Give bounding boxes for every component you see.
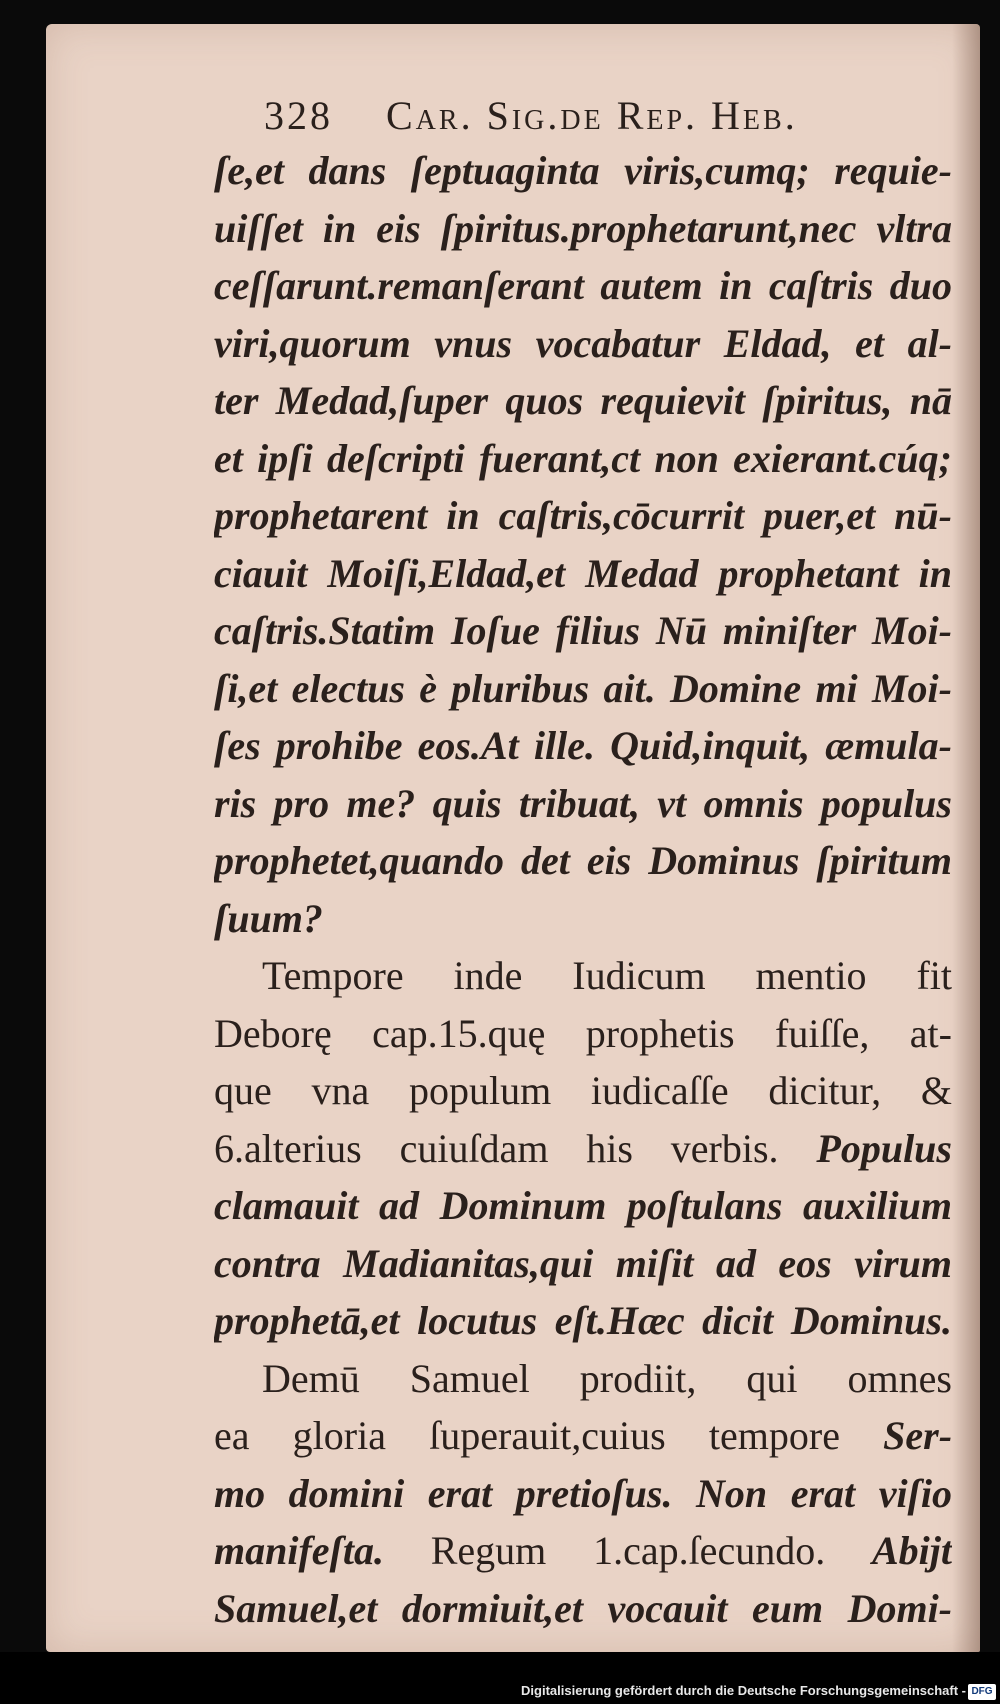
dfg-logo: DFG — [968, 1684, 996, 1700]
text-line: ſi,et electus è pluribus ait. Domine mi Moi- — [214, 665, 952, 711]
text-line: Samuel,et dormiuit,et vocauit eum Domi- — [214, 1585, 952, 1631]
text-line: prophetā,et locutus eſt.Hæc dicit Dominus. — [214, 1298, 952, 1343]
text-line: contra Madianitas,qui miſit ad eos virum — [214, 1240, 952, 1286]
text-line: ciauit Moiſi,Eldad,et Medad prophetant in — [214, 550, 952, 596]
paragraph-3 — [214, 1350, 952, 1695]
page-header — [214, 78, 952, 142]
page-number: 328 — [264, 93, 333, 138]
text-line: uiſſet in eis ſpiritus.prophetarunt,nec vltra — [214, 205, 952, 251]
text-line — [214, 1120, 952, 1178]
paragraph-2 — [214, 947, 952, 1350]
text-line: viri,quorum vnus vocabatur Eldad, et al- — [214, 320, 952, 366]
text-line: ſes prohibe eos.At ille. Quid,inquit, æmula- — [214, 723, 952, 768]
digitization-footer — [0, 1652, 1000, 1704]
page-text — [214, 78, 952, 1695]
text-span-italic: Ser- — [883, 1413, 952, 1458]
text-line: ceſſarunt.remanſerant autem in caſtris duo — [214, 263, 952, 308]
page-edge-shadow — [952, 24, 980, 1652]
running-title: Car. Sig.de Rep. Heb. — [386, 93, 798, 138]
text-line: ſuum? — [214, 895, 323, 941]
text-line — [214, 1407, 952, 1465]
text-span-italic: manifeſta. — [214, 1528, 384, 1573]
text-line: ſe,et dans ſeptuaginta viris,cumq; requie- — [214, 148, 952, 193]
text-line: que vna populum iudicaſſe dicitur, & — [214, 1068, 952, 1113]
text-line: ris pro me? quis tribuat, vt omnis populus — [214, 780, 952, 826]
text-line: caſtris.Statim Ioſue filius Nū miniſter Moi- — [214, 608, 952, 653]
text-line: clamauit ad Dominum poſtulans auxilium — [214, 1183, 952, 1228]
text-line: Deborę cap.15.quę prophetis fuiſſe, at- — [214, 1010, 952, 1056]
paragraph-1 — [214, 142, 952, 947]
text-line: prophetarent in caſtris,cōcurrit puer,et nū- — [214, 493, 952, 538]
funding-credit: Digitalisierung gefördert durch die Deutsche Forschungsgemeinschaft - — [521, 1683, 966, 1698]
text-span-roman: 6.alterius cuiuſdam his verbis. — [214, 1125, 779, 1171]
text-line: Tempore inde Iudicum mentio fit — [262, 953, 952, 998]
text-line: mo domini erat pretioſus. Non erat viſio — [214, 1470, 952, 1516]
text-line: Demū Samuel prodiit, qui omnes — [262, 1355, 952, 1401]
text-span-roman: ea gloria ſuperauit,cuius tempore — [214, 1413, 840, 1458]
text-line — [214, 1522, 952, 1580]
text-line: et ipſi deſcripti fuerant,ct non exierant.cúq; — [214, 435, 952, 481]
text-span-italic: Abijt — [871, 1528, 952, 1573]
text-span-roman: Regum 1.cap.ſecundo. — [430, 1528, 826, 1573]
text-line: prophetet,quando det eis Dominus ſpiritum — [214, 838, 952, 883]
text-span-italic: Populus — [816, 1125, 952, 1171]
text-line: ter Medad,ſuper quos requievit ſpiritus, nā — [214, 378, 952, 423]
